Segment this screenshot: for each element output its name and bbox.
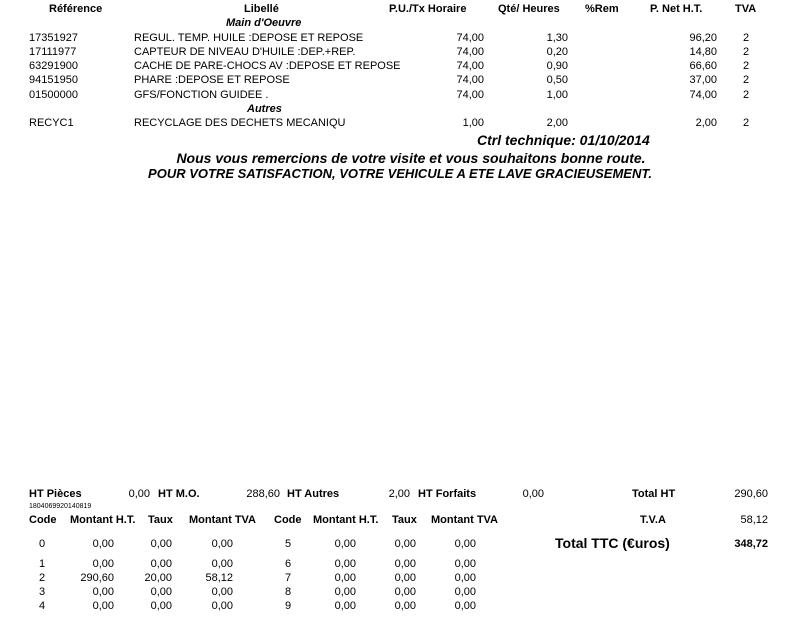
tva-montant-tva-2: 0,00 (454, 586, 476, 598)
line-label: CACHE DE PARE-CHOCS AV :DEPOSE ET REPOSE (134, 60, 401, 72)
col-pnet: P. Net H.T. (650, 3, 703, 15)
col-reference: Référence (49, 3, 103, 15)
line-qty: 1,00 (546, 89, 568, 101)
tva-taux-2: 0,00 (394, 558, 416, 570)
line-tva: 2 (742, 117, 750, 129)
tva-code: 3 (38, 586, 46, 598)
total-ttc-label: Total TTC (€uros) (555, 535, 670, 551)
tva-col-montant-ht-2: Montant H.T. (313, 514, 379, 526)
ht-mo-label: HT M.O. (158, 488, 200, 500)
line-pu: 74,00 (456, 46, 484, 58)
tva-montant-tva: 0,00 (211, 538, 233, 550)
line-qty: 0,20 (546, 46, 568, 58)
ht-autres-label: HT Autres (287, 488, 340, 500)
tva-code: 0 (38, 538, 46, 550)
line-pu: 1,00 (462, 117, 484, 129)
tva-montant-ht: 0,00 (92, 586, 114, 598)
tva-taux-2: 0,00 (394, 538, 416, 550)
tva-taux: 0,00 (150, 600, 172, 612)
tva-col-montant-tva-2: Montant TVA (431, 514, 499, 526)
tva-code: 1 (38, 558, 46, 570)
ht-pieces-value: 0,00 (128, 488, 150, 500)
line-qty: 2,00 (546, 117, 568, 129)
tva-code-2: 6 (284, 558, 292, 570)
line-tva: 2 (742, 46, 750, 58)
tva-montant-ht: 0,00 (92, 558, 114, 570)
line-qty: 1,30 (546, 32, 568, 44)
tva-code-2: 8 (284, 586, 292, 598)
tva-montant-ht: 290,60 (80, 572, 114, 584)
tva-code-2: 9 (284, 600, 292, 612)
tva-col-taux-2: Taux (392, 514, 417, 526)
tva-label: T.V.A (640, 514, 666, 526)
tva-taux-2: 0,00 (394, 586, 416, 598)
tva-col-montant-ht: Montant H.T. (70, 514, 136, 526)
line-ref: RECYC1 (29, 117, 74, 129)
col-tva: TVA (735, 3, 757, 15)
tva-col-code-2: Code (274, 514, 302, 526)
tva-montant-tva: 0,00 (211, 558, 233, 570)
tva-montant-tva-2: 0,00 (454, 600, 476, 612)
tva-value: 58,12 (740, 514, 768, 526)
thanks-message: Nous vous remercions de votre visite et vous souhaitons bonne route. (176, 150, 646, 166)
tva-montant-tva-2: 0,00 (454, 558, 476, 570)
line-label: RECYCLAGE DES DECHETS MECANIQU (134, 117, 346, 129)
col-rem: %Rem (585, 3, 619, 15)
tva-montant-tva: 0,00 (211, 586, 233, 598)
line-ref: 17111977 (29, 46, 77, 58)
tva-montant-ht-2: 0,00 (334, 538, 356, 550)
tva-col-taux: Taux (148, 514, 173, 526)
line-pu: 74,00 (456, 32, 484, 44)
line-tva: 2 (742, 60, 750, 72)
tva-code-2: 5 (284, 538, 292, 550)
line-pu: 74,00 (456, 60, 484, 72)
total-ht-value: 290,60 (734, 488, 768, 500)
col-pu: P.U./Tx Horaire (389, 3, 467, 15)
line-ref: 01500000 (29, 89, 78, 101)
line-net: 14,80 (689, 46, 717, 58)
line-pu: 74,00 (456, 74, 484, 86)
line-tva: 2 (742, 32, 750, 44)
tva-code: 4 (38, 600, 46, 612)
tva-taux-2: 0,00 (394, 600, 416, 612)
ht-autres-value: 2,00 (388, 488, 410, 500)
line-ref: 63291900 (29, 60, 78, 72)
line-net: 37,00 (689, 74, 717, 86)
line-tva: 2 (742, 89, 750, 101)
tva-col-montant-tva: Montant TVA (189, 514, 257, 526)
line-qty: 0,90 (546, 60, 568, 72)
line-label: CAPTEUR DE NIVEAU D'HUILE :DEP.+REP. (134, 46, 356, 58)
line-tva: 2 (742, 74, 750, 86)
tva-montant-ht-2: 0,00 (334, 572, 356, 584)
line-net: 74,00 (689, 89, 717, 101)
total-ht-label: Total HT (632, 488, 676, 500)
tva-taux: 20,00 (144, 572, 172, 584)
reference-code: 1804069920140819 (29, 503, 92, 510)
tva-montant-tva-2: 0,00 (454, 572, 476, 584)
line-ref: 17351927 (29, 32, 78, 44)
line-label: REGUL. TEMP. HUILE :DEPOSE ET REPOSE (134, 32, 364, 44)
tva-taux: 0,00 (150, 538, 172, 550)
ht-pieces-label: HT Pièces (29, 488, 82, 500)
col-libelle: Libellé (244, 3, 279, 15)
line-net: 96,20 (689, 32, 717, 44)
line-net: 2,00 (695, 117, 717, 129)
section-title-autres: Autres (247, 103, 282, 115)
ht-forfaits-value: 0,00 (522, 488, 544, 500)
tva-montant-tva-2: 0,00 (454, 538, 476, 550)
tva-col-code: Code (29, 514, 57, 526)
section-title-main-oeuvre: Main d'Oeuvre (226, 17, 302, 29)
tva-taux: 0,00 (150, 558, 172, 570)
ht-mo-value: 288,60 (246, 488, 280, 500)
ht-forfaits-label: HT Forfaits (418, 488, 477, 500)
line-qty: 0,50 (546, 74, 568, 86)
tva-code-2: 7 (284, 572, 292, 584)
satisfaction-message: POUR VOTRE SATISFACTION, VOTRE VEHICULE A ETE LAVE GRACIEUSEMENT. (148, 166, 652, 181)
tva-code: 2 (38, 572, 46, 584)
tva-montant-ht-2: 0,00 (334, 586, 356, 598)
tva-montant-ht: 0,00 (92, 600, 114, 612)
tva-taux-2: 0,00 (394, 572, 416, 584)
tva-montant-ht: 0,00 (92, 538, 114, 550)
col-qte: Qté/ Heures (498, 3, 560, 15)
line-label: PHARE :DEPOSE ET REPOSE (134, 74, 290, 86)
tva-montant-ht-2: 0,00 (334, 600, 356, 612)
tva-montant-tva: 0,00 (211, 600, 233, 612)
tva-montant-tva: 58,12 (205, 572, 233, 584)
line-net: 66,60 (689, 60, 717, 72)
line-ref: 94151950 (29, 74, 78, 86)
line-pu: 74,00 (456, 89, 484, 101)
tva-montant-ht-2: 0,00 (334, 558, 356, 570)
line-label: GFS/FONCTION GUIDEE . (134, 89, 269, 101)
total-ttc-value: 348,72 (734, 538, 768, 550)
tva-taux: 0,00 (150, 586, 172, 598)
ctrl-technique: Ctrl technique: 01/10/2014 (477, 132, 650, 148)
